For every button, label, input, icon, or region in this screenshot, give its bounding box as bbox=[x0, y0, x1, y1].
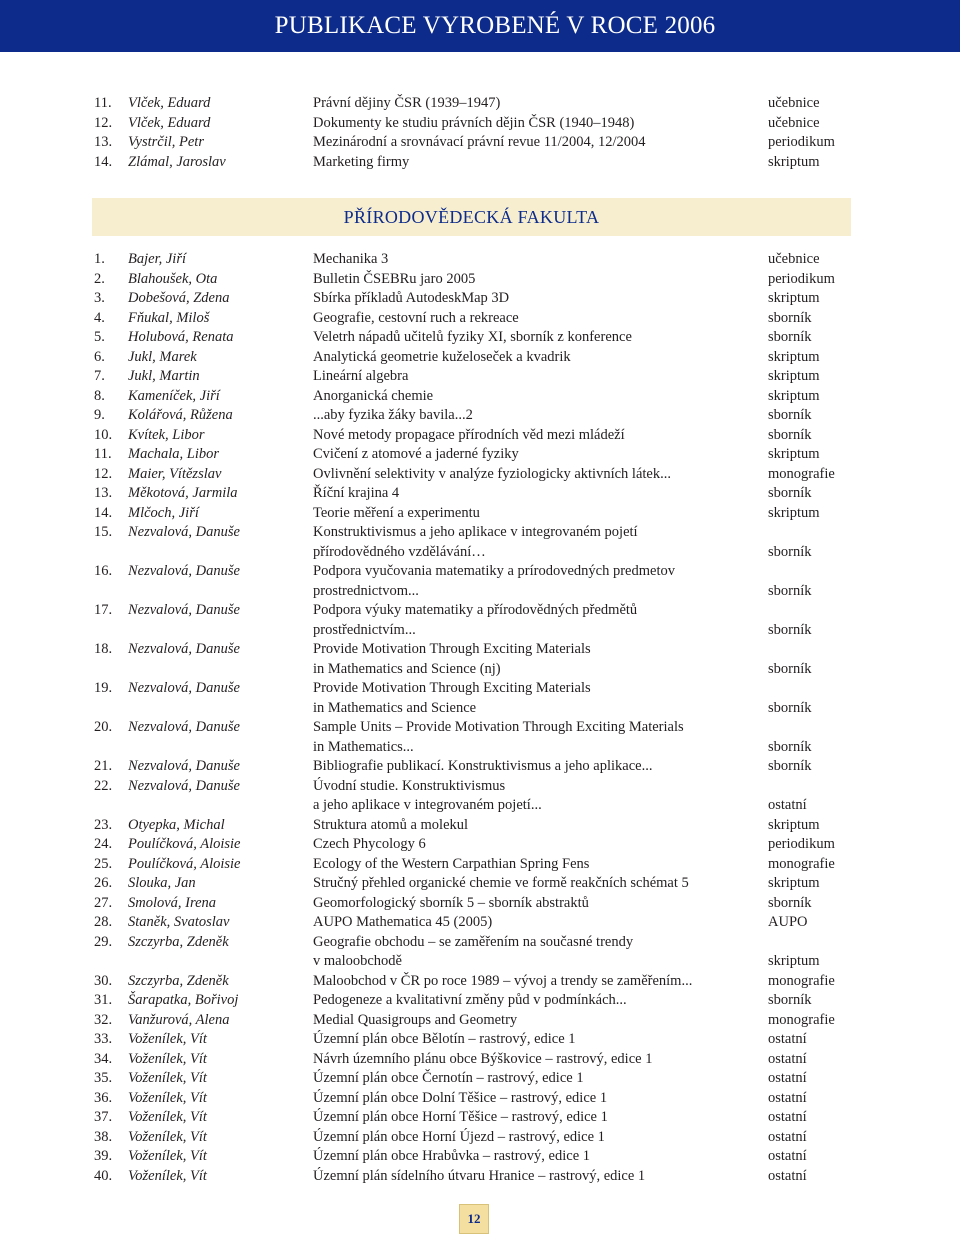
publication-type: sborník bbox=[768, 738, 812, 755]
author: Vlček, Eduard bbox=[128, 95, 211, 111]
title-line: in Mathematics and Science bbox=[313, 699, 477, 716]
previous-section-list bbox=[0, 94, 960, 172]
publication-title bbox=[313, 855, 758, 875]
row-number: 30. bbox=[94, 972, 113, 989]
publication-row bbox=[0, 855, 960, 875]
title-line: Geomorfologický sborník 5 – sborník abstraktů bbox=[313, 894, 589, 911]
publication-row bbox=[0, 1108, 960, 1128]
title-line: Mechanika 3 bbox=[313, 251, 389, 267]
publication-title bbox=[313, 757, 758, 777]
title-line: Sample Units – Provide Motivation Through Exciting Materials bbox=[313, 719, 684, 735]
publication-row bbox=[0, 972, 960, 992]
publication-type: ostatní bbox=[768, 1128, 807, 1145]
publication-row bbox=[0, 114, 960, 134]
row-number: 35. bbox=[94, 1070, 113, 1086]
publication-row bbox=[0, 894, 960, 914]
publication-type: monografie bbox=[768, 1011, 835, 1028]
row-number: 21. bbox=[94, 758, 113, 774]
row-number: 27. bbox=[94, 894, 113, 911]
row-number: 23. bbox=[94, 816, 113, 833]
title-line: a jeho aplikace v integrovaném pojetí... bbox=[313, 797, 542, 813]
author: Voženílek, Vít bbox=[128, 1089, 207, 1106]
title-line: Ovlivnění selektivity v analýze fyziologicky aktivních látek... bbox=[313, 465, 671, 482]
publication-row bbox=[0, 679, 960, 718]
publication-row bbox=[0, 991, 960, 1011]
publication-type: skriptum bbox=[768, 504, 820, 521]
row-number: 28. bbox=[94, 914, 113, 930]
publication-type: skriptum bbox=[768, 348, 820, 365]
row-number: 26. bbox=[94, 875, 113, 891]
author: Voženílek, Vít bbox=[128, 1070, 207, 1086]
publication-row bbox=[0, 328, 960, 348]
row-number: 19. bbox=[94, 680, 113, 696]
publication-row bbox=[0, 757, 960, 777]
publication-title bbox=[313, 1147, 758, 1167]
publication-title bbox=[313, 426, 758, 446]
title-line: Provide Motivation Through Exciting Materials bbox=[313, 680, 591, 696]
publication-type: sborník bbox=[768, 426, 812, 443]
publication-row bbox=[0, 250, 960, 270]
publication-title bbox=[313, 777, 758, 816]
publication-row bbox=[0, 874, 960, 894]
row-number: 18. bbox=[94, 641, 113, 657]
publication-type: sborník bbox=[768, 582, 812, 599]
publication-title bbox=[313, 1128, 758, 1148]
publication-row bbox=[0, 133, 960, 153]
publication-title bbox=[313, 523, 758, 562]
title-line: prostrednictvom... bbox=[313, 582, 419, 599]
publication-title bbox=[313, 894, 758, 914]
publication-row bbox=[0, 913, 960, 933]
author: Voženílek, Vít bbox=[128, 1031, 207, 1047]
publication-row bbox=[0, 816, 960, 836]
title-line: Územní plán obce Dolní Těšice – rastrový, edice 1 bbox=[313, 1089, 608, 1106]
title-line: Územní plán obce Černotín – rastrový, edice 1 bbox=[313, 1070, 584, 1086]
publication-type: učebnice bbox=[768, 95, 820, 111]
publication-row bbox=[0, 1128, 960, 1148]
title-line: Územní plán obce Horní Újezd – rastrový, edice 1 bbox=[313, 1128, 605, 1145]
author: Nezvalová, Danuše bbox=[128, 719, 240, 735]
author: Otyepka, Michal bbox=[128, 816, 225, 833]
faculty-header-bar bbox=[92, 198, 851, 236]
publication-title bbox=[313, 328, 758, 348]
author: Nezvalová, Danuše bbox=[128, 602, 240, 618]
publication-type: sborník bbox=[768, 758, 812, 774]
publication-type: periodikum bbox=[768, 836, 835, 852]
row-number: 11. bbox=[94, 446, 112, 462]
publication-row bbox=[0, 601, 960, 640]
publication-type: ostatní bbox=[768, 1089, 807, 1106]
publication-title bbox=[313, 445, 758, 465]
title-line: Analytická geometrie kuželoseček a kvadrik bbox=[313, 348, 571, 365]
title-line: Mezinárodní a srovnávací právní revue 11/2004, 12/2004 bbox=[313, 134, 646, 150]
author: Nezvalová, Danuše bbox=[128, 680, 240, 696]
publication-type: sborník bbox=[768, 407, 812, 423]
title-line: Územní plán obce Bělotín – rastrový, edice 1 bbox=[313, 1031, 576, 1047]
title-line: Lineární algebra bbox=[313, 368, 409, 384]
author: Dobešová, Zdena bbox=[128, 290, 230, 306]
row-number: 9. bbox=[94, 407, 105, 423]
author: Nezvalová, Danuše bbox=[128, 777, 240, 794]
author: Voženílek, Vít bbox=[128, 1050, 207, 1067]
author: Smolová, Irena bbox=[128, 894, 217, 911]
publication-row bbox=[0, 270, 960, 290]
page-title: PUBLIKACE VYROBENÉ V ROCE 2006 bbox=[274, 12, 716, 39]
title-line: Říční krajina 4 bbox=[313, 485, 400, 501]
author: Zlámal, Jaroslav bbox=[128, 153, 226, 170]
author: Vlček, Eduard bbox=[128, 114, 211, 131]
title-line: Bulletin ČSEBRu jaro 2005 bbox=[313, 270, 476, 287]
row-number: 15. bbox=[94, 524, 113, 540]
title-line: Ecology of the Western Carpathian Spring Fens bbox=[313, 855, 590, 872]
publication-title bbox=[313, 1167, 758, 1187]
publication-type: skriptum bbox=[768, 953, 820, 969]
row-number: 14. bbox=[94, 153, 113, 170]
author: Poulíčková, Aloisie bbox=[128, 855, 241, 872]
author: Kolářová, Růžena bbox=[128, 407, 233, 423]
page-number: 12 bbox=[459, 1204, 489, 1234]
author: Fňukal, Miloš bbox=[128, 309, 210, 326]
row-number: 40. bbox=[94, 1167, 113, 1184]
publication-title bbox=[313, 1030, 758, 1050]
row-number: 10. bbox=[94, 426, 113, 443]
publication-type: ostatní bbox=[768, 1070, 807, 1086]
publication-title bbox=[313, 972, 758, 992]
publication-title bbox=[313, 562, 758, 601]
author: Slouka, Jan bbox=[128, 875, 196, 891]
author: Voženílek, Vít bbox=[128, 1128, 207, 1145]
row-number: 33. bbox=[94, 1031, 113, 1047]
title-line: Sbírka příkladů AutodeskMap 3D bbox=[313, 290, 510, 306]
title-line: Provide Motivation Through Exciting Materials bbox=[313, 641, 591, 657]
row-number: 5. bbox=[94, 329, 105, 345]
title-line: Czech Phycology 6 bbox=[313, 836, 426, 852]
publication-type: sborník bbox=[768, 992, 812, 1008]
faculty-title: PŘÍRODOVĚDECKÁ FAKULTA bbox=[343, 206, 600, 227]
publication-row bbox=[0, 504, 960, 524]
publication-type: ostatní bbox=[768, 1050, 807, 1067]
publication-type: učebnice bbox=[768, 114, 820, 131]
publication-title bbox=[313, 1108, 758, 1128]
author: Vanžurová, Alena bbox=[128, 1011, 230, 1028]
row-number: 13. bbox=[94, 134, 113, 150]
row-number: 32. bbox=[94, 1011, 113, 1028]
row-number: 20. bbox=[94, 719, 113, 735]
title-line: Anorganická chemie bbox=[313, 387, 434, 404]
title-line: Návrh územního plánu obce Býškovice – rastrový, edice 1 bbox=[313, 1050, 653, 1067]
publication-title bbox=[313, 133, 758, 153]
publication-row bbox=[0, 1069, 960, 1089]
publication-title bbox=[313, 465, 758, 485]
author: Nezvalová, Danuše bbox=[128, 641, 240, 657]
row-number: 1. bbox=[94, 251, 105, 267]
row-number: 2. bbox=[94, 270, 105, 287]
author: Bajer, Jiří bbox=[128, 251, 186, 267]
title-line: Územní plán sídelního útvaru Hranice – rastrový, edice 1 bbox=[313, 1167, 646, 1184]
title-line: Stručný přehled organické chemie ve formě reakčních schémat 5 bbox=[313, 875, 689, 891]
publication-row bbox=[0, 387, 960, 407]
publication-type: skriptum bbox=[768, 875, 820, 891]
author: Kvítek, Libor bbox=[128, 426, 205, 443]
row-number: 29. bbox=[94, 933, 113, 950]
row-number: 36. bbox=[94, 1089, 113, 1106]
row-number: 22. bbox=[94, 777, 113, 794]
publication-type: sborník bbox=[768, 309, 812, 326]
publication-type: sborník bbox=[768, 543, 812, 560]
publication-type: monografie bbox=[768, 972, 835, 989]
publication-title bbox=[313, 114, 758, 134]
title-line: in Mathematics and Science (nj) bbox=[313, 660, 501, 677]
title-line: Konstruktivismus a jeho aplikace v integrovaném pojetí bbox=[313, 524, 638, 540]
title-line: Bibliografie publikací. Konstruktivismus a jeho aplikace... bbox=[313, 758, 653, 774]
publication-row bbox=[0, 348, 960, 368]
title-line: Podpora vyučovania matematiky a prírodovedných predmetov bbox=[313, 563, 675, 579]
publication-title bbox=[313, 387, 758, 407]
row-number: 3. bbox=[94, 290, 105, 306]
row-number: 17. bbox=[94, 602, 113, 618]
publication-type: ostatní bbox=[768, 1109, 807, 1125]
title-line: Cvičení z atomové a jaderné fyziky bbox=[313, 446, 519, 462]
publication-title bbox=[313, 991, 758, 1011]
title-line: Územní plán obce Horní Těšice – rastrový, edice 1 bbox=[313, 1109, 608, 1125]
row-number: 12. bbox=[94, 114, 113, 131]
title-line: Struktura atomů a molekul bbox=[313, 816, 469, 833]
title-line: Medial Quasigroups and Geometry bbox=[313, 1011, 518, 1028]
publication-row bbox=[0, 406, 960, 426]
row-number: 11. bbox=[94, 95, 112, 111]
publication-row bbox=[0, 777, 960, 816]
title-line: Veletrh nápadů učitelů fyziky XI, sborník z konference bbox=[313, 329, 632, 345]
row-number: 31. bbox=[94, 992, 113, 1008]
title-line: Teorie měření a experimentu bbox=[313, 504, 480, 521]
row-number: 38. bbox=[94, 1128, 113, 1145]
row-number: 14. bbox=[94, 504, 113, 521]
author: Jukl, Marek bbox=[128, 348, 197, 365]
author: Szczyrba, Zdeněk bbox=[128, 933, 229, 950]
publication-title bbox=[313, 367, 758, 387]
publication-type: AUPO bbox=[768, 914, 808, 930]
publication-type: monografie bbox=[768, 465, 835, 482]
publication-type: sborník bbox=[768, 485, 812, 501]
row-number: 12. bbox=[94, 465, 113, 482]
publication-row bbox=[0, 426, 960, 446]
title-line: Geografie obchodu – se zaměřením na současné trendy bbox=[313, 933, 634, 950]
publication-type: skriptum bbox=[768, 368, 820, 384]
row-number: 34. bbox=[94, 1050, 113, 1067]
title-line: Dokumenty ke studiu právních dějin ČSR (1940–1948) bbox=[313, 114, 635, 131]
row-number: 6. bbox=[94, 348, 105, 365]
publication-title bbox=[313, 270, 758, 290]
title-line: ...aby fyzika žáky bavila...2 bbox=[313, 407, 473, 423]
publication-row bbox=[0, 289, 960, 309]
publication-title bbox=[313, 933, 758, 972]
publication-title bbox=[313, 640, 758, 679]
publication-title bbox=[313, 816, 758, 836]
author: Blahoušek, Ota bbox=[128, 270, 218, 287]
author: Voženílek, Vít bbox=[128, 1148, 207, 1164]
title-line: přírodovědného vzdělávání… bbox=[313, 543, 486, 560]
publication-type: ostatní bbox=[768, 1031, 807, 1047]
publication-type: skriptum bbox=[768, 290, 820, 306]
publication-row bbox=[0, 933, 960, 972]
publication-title bbox=[313, 913, 758, 933]
publication-title bbox=[313, 484, 758, 504]
author: Měkotová, Jarmila bbox=[128, 485, 238, 501]
author: Voženílek, Vít bbox=[128, 1109, 207, 1125]
title-line: Úvodní studie. Konstruktivismus bbox=[313, 777, 506, 794]
author: Nezvalová, Danuše bbox=[128, 758, 240, 774]
title-line: Geografie, cestovní ruch a rekreace bbox=[313, 309, 519, 326]
row-number: 4. bbox=[94, 309, 105, 326]
publication-title bbox=[313, 835, 758, 855]
publication-title bbox=[313, 94, 758, 114]
publication-type: ostatní bbox=[768, 1167, 807, 1184]
row-number: 24. bbox=[94, 836, 113, 852]
publication-type: sborník bbox=[768, 660, 812, 677]
publication-row bbox=[0, 445, 960, 465]
publication-title bbox=[313, 406, 758, 426]
author: Staněk, Svatoslav bbox=[128, 914, 230, 930]
author: Poulíčková, Aloisie bbox=[128, 836, 241, 852]
publication-title bbox=[313, 1050, 758, 1070]
row-number: 37. bbox=[94, 1109, 113, 1125]
publication-type: učebnice bbox=[768, 251, 820, 267]
publication-type: skriptum bbox=[768, 153, 820, 170]
publication-title bbox=[313, 250, 758, 270]
publication-title bbox=[313, 601, 758, 640]
title-line: Pedogeneze a kvalitativní změny půd v podmínkách... bbox=[313, 992, 627, 1008]
author: Vystrčil, Petr bbox=[128, 134, 204, 150]
publication-row bbox=[0, 523, 960, 562]
publication-type: periodikum bbox=[768, 270, 835, 287]
publication-title bbox=[313, 1089, 758, 1109]
publication-row bbox=[0, 465, 960, 485]
publication-title bbox=[313, 1069, 758, 1089]
publication-row bbox=[0, 1011, 960, 1031]
row-number: 8. bbox=[94, 387, 105, 404]
author: Šarapatka, Bořivoj bbox=[128, 992, 239, 1008]
publication-row bbox=[0, 640, 960, 679]
publication-type: monografie bbox=[768, 855, 835, 872]
title-line: Podpora výuky matematiky a přírodovědných předmětů bbox=[313, 602, 638, 618]
publication-type: ostatní bbox=[768, 797, 807, 813]
publication-title bbox=[313, 1011, 758, 1031]
title-line: Územní plán obce Hrabůvka – rastrový, edice 1 bbox=[313, 1148, 591, 1164]
publication-row bbox=[0, 1167, 960, 1187]
title-line: prostřednictvím... bbox=[313, 621, 416, 638]
author: Machala, Libor bbox=[128, 446, 220, 462]
author: Szczyrba, Zdeněk bbox=[128, 972, 229, 989]
publication-type: skriptum bbox=[768, 387, 820, 404]
author: Nezvalová, Danuše bbox=[128, 524, 240, 540]
publication-title bbox=[313, 348, 758, 368]
author: Kameníček, Jiří bbox=[128, 387, 220, 404]
row-number: 16. bbox=[94, 563, 113, 579]
publication-type: skriptum bbox=[768, 816, 820, 833]
author: Jukl, Martin bbox=[128, 368, 200, 384]
publication-type: sborník bbox=[768, 894, 812, 911]
title-line: in Mathematics... bbox=[313, 738, 414, 755]
publication-title bbox=[313, 679, 758, 718]
publication-title bbox=[313, 874, 758, 894]
row-number: 13. bbox=[94, 485, 113, 501]
publication-row bbox=[0, 835, 960, 855]
publication-row bbox=[0, 1050, 960, 1070]
publication-title bbox=[313, 309, 758, 329]
publication-row bbox=[0, 484, 960, 504]
publication-title bbox=[313, 718, 758, 757]
publication-title bbox=[313, 289, 758, 309]
faculty-publication-list bbox=[0, 250, 960, 1186]
author: Mlčoch, Jiří bbox=[128, 504, 199, 521]
title-line: AUPO Mathematica 45 (2005) bbox=[313, 914, 493, 930]
row-number: 7. bbox=[94, 368, 105, 384]
header-banner bbox=[0, 0, 960, 52]
title-line: Marketing firmy bbox=[313, 153, 410, 170]
publication-row bbox=[0, 309, 960, 329]
publication-row bbox=[0, 1030, 960, 1050]
publication-type: skriptum bbox=[768, 446, 820, 462]
title-line: Nové metody propagace přírodních věd mezi mládeží bbox=[313, 426, 625, 443]
publication-row bbox=[0, 1147, 960, 1167]
publication-row bbox=[0, 367, 960, 387]
publication-type: sborník bbox=[768, 699, 812, 716]
publication-row bbox=[0, 562, 960, 601]
publication-type: periodikum bbox=[768, 134, 835, 150]
row-number: 25. bbox=[94, 855, 113, 872]
publication-row bbox=[0, 153, 960, 173]
publication-type: sborník bbox=[768, 329, 812, 345]
publication-type: ostatní bbox=[768, 1148, 807, 1164]
author: Maier, Vítězslav bbox=[128, 465, 222, 482]
title-line: Právní dějiny ČSR (1939–1947) bbox=[313, 95, 501, 111]
publication-title bbox=[313, 153, 758, 173]
publication-row bbox=[0, 718, 960, 757]
publication-type: sborník bbox=[768, 621, 812, 638]
publication-title bbox=[313, 504, 758, 524]
row-number: 39. bbox=[94, 1148, 113, 1164]
title-line: Maloobchod v ČR po roce 1989 – vývoj a trendy se zaměřením... bbox=[313, 972, 693, 989]
author: Nezvalová, Danuše bbox=[128, 563, 240, 579]
title-line: v maloobchodě bbox=[313, 953, 402, 969]
publication-row bbox=[0, 94, 960, 114]
publication-row bbox=[0, 1089, 960, 1109]
author: Voženílek, Vít bbox=[128, 1167, 207, 1184]
author: Holubová, Renata bbox=[128, 329, 234, 345]
